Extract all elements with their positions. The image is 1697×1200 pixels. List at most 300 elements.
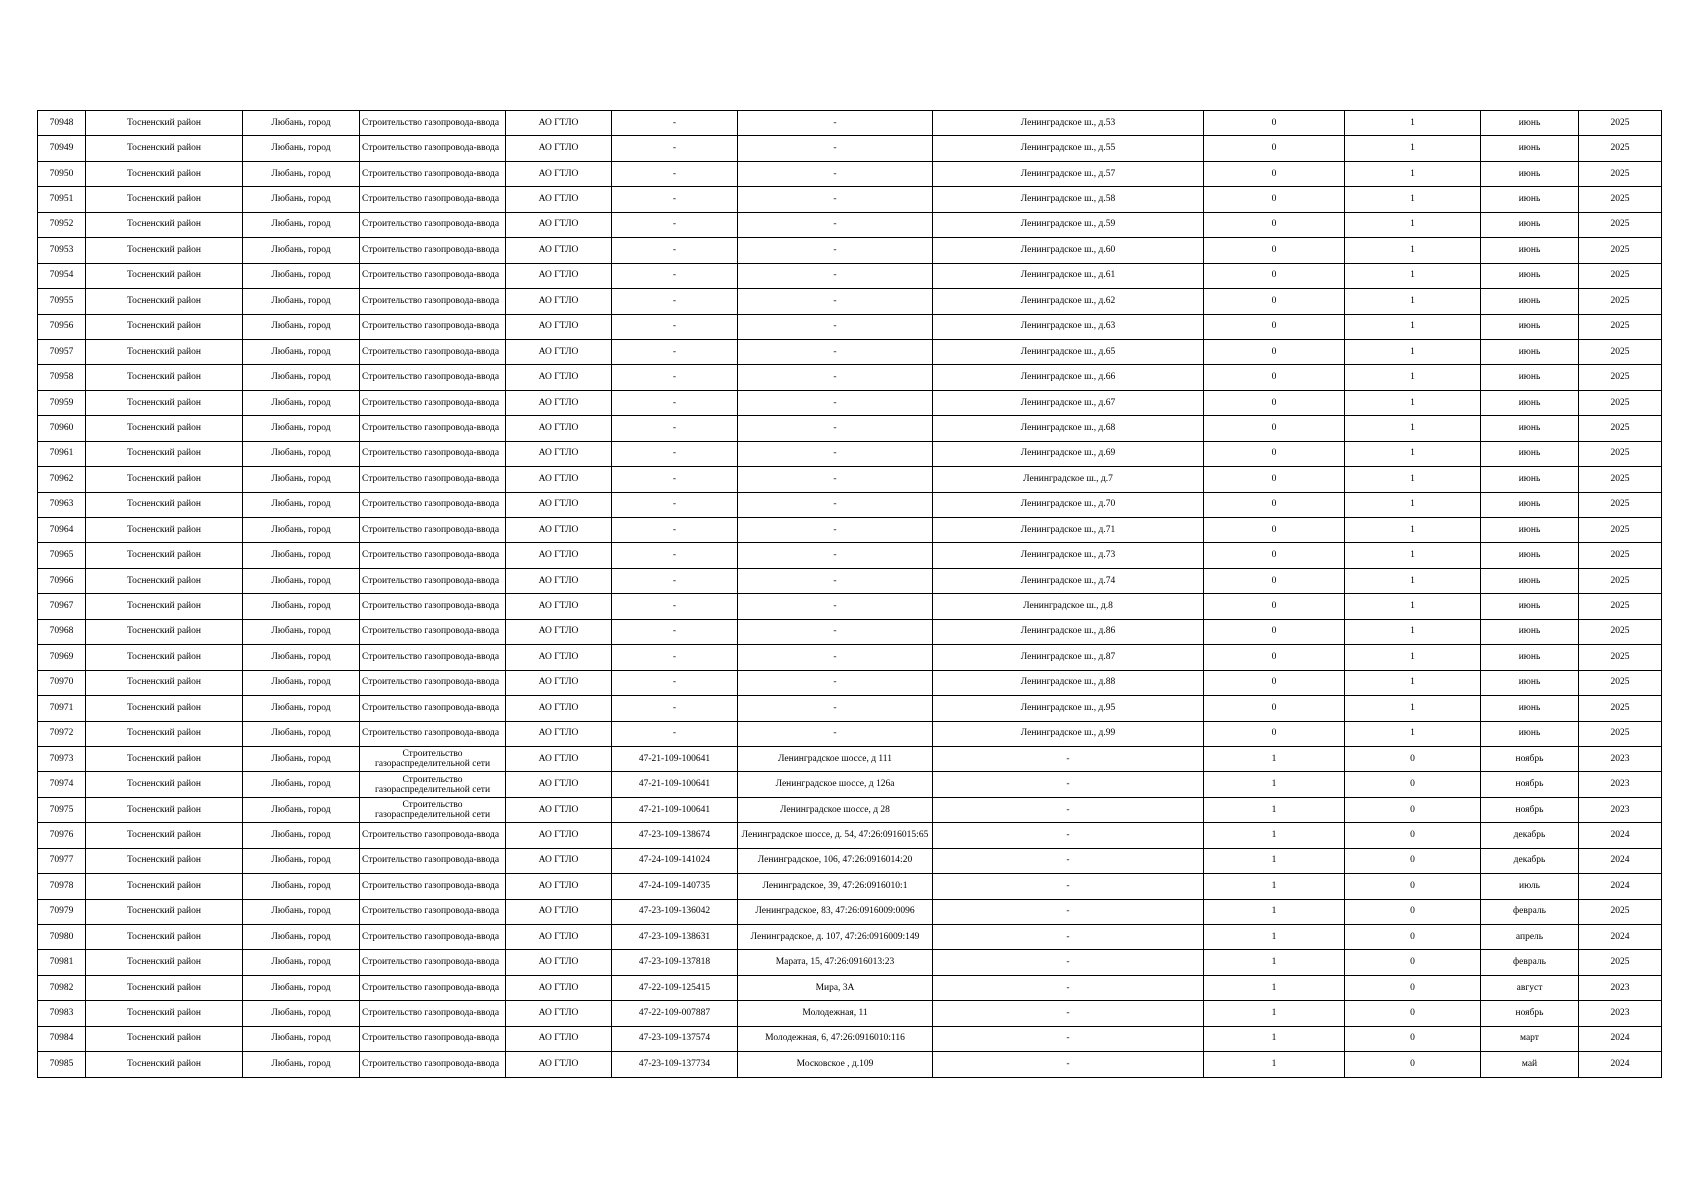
table-row (38, 568, 1662, 593)
registration-number-cell: - (612, 467, 738, 492)
year-cell: 2025 (1579, 670, 1662, 695)
object-address-cell: Марата, 15, 47:26:0916013:23 (738, 950, 933, 975)
object-address-cell: - (738, 492, 933, 517)
house-address-cell: Ленинградское ш., д.74 (933, 568, 1204, 593)
count-a-cell: 1 (1204, 772, 1345, 797)
district-cell: Тосненский район (86, 390, 243, 415)
object-address-cell: - (738, 696, 933, 721)
registration-number-cell: 47-23-109-138674 (612, 823, 738, 848)
month-cell: июнь (1481, 289, 1579, 314)
house-address-cell: - (933, 746, 1204, 771)
registration-number-cell: - (612, 670, 738, 695)
year-cell: 2024 (1579, 925, 1662, 950)
house-address-cell: - (933, 874, 1204, 899)
registration-number-cell: - (612, 492, 738, 517)
registration-number-cell: - (612, 645, 738, 670)
work-type-cell: Строительство газопровода-ввода (360, 136, 506, 161)
organization-cell: АО ГТЛО (506, 950, 612, 975)
count-a-cell: 0 (1204, 467, 1345, 492)
count-a-cell: 1 (1204, 899, 1345, 924)
work-type-cell: Строительство газопровода-ввода (360, 874, 506, 899)
settlement-cell: Любань, город (243, 721, 360, 746)
count-b-cell: 1 (1345, 390, 1481, 415)
count-b-cell: 1 (1345, 670, 1481, 695)
settlement-cell: Любань, город (243, 111, 360, 136)
settlement-cell: Любань, город (243, 161, 360, 186)
table-row (38, 594, 1662, 619)
year-cell: 2025 (1579, 645, 1662, 670)
count-a-cell: 0 (1204, 365, 1345, 390)
year-cell: 2025 (1579, 187, 1662, 212)
id-cell: 70966 (38, 568, 86, 593)
object-address-cell: - (738, 263, 933, 288)
id-cell: 70984 (38, 1026, 86, 1051)
district-cell: Тосненский район (86, 339, 243, 364)
month-cell: август (1481, 975, 1579, 1000)
id-cell: 70970 (38, 670, 86, 695)
settlement-cell: Любань, город (243, 823, 360, 848)
table-row (38, 1052, 1662, 1077)
table-row (38, 441, 1662, 466)
object-address-cell: - (738, 619, 933, 644)
district-cell: Тосненский район (86, 568, 243, 593)
work-type-cell: Строительство газопровода-ввода (360, 543, 506, 568)
work-type-cell: Строительство газопровода-ввода (360, 390, 506, 415)
month-cell: июнь (1481, 441, 1579, 466)
work-type-cell: Строительство газопровода-ввода (360, 950, 506, 975)
year-cell: 2023 (1579, 1001, 1662, 1026)
registration-number-cell: - (612, 568, 738, 593)
settlement-cell: Любань, город (243, 263, 360, 288)
count-b-cell: 1 (1345, 441, 1481, 466)
work-type-cell: Строительство газопровода-ввода (360, 212, 506, 237)
object-address-cell: Ленинградское шоссе, д 111 (738, 746, 933, 771)
house-address-cell: - (933, 1026, 1204, 1051)
work-type-cell: Строительство газопровода-ввода (360, 1052, 506, 1077)
month-cell: июнь (1481, 594, 1579, 619)
month-cell: июнь (1481, 212, 1579, 237)
month-cell: июнь (1481, 390, 1579, 415)
registration-number-cell: 47-23-109-136042 (612, 899, 738, 924)
year-cell: 2025 (1579, 518, 1662, 543)
registration-number-cell: 47-23-109-138631 (612, 925, 738, 950)
settlement-cell: Любань, город (243, 339, 360, 364)
organization-cell: АО ГТЛО (506, 365, 612, 390)
count-b-cell: 0 (1345, 975, 1481, 1000)
organization-cell: АО ГТЛО (506, 543, 612, 568)
work-type-cell: Строительство газопровода-ввода (360, 441, 506, 466)
registration-number-cell: - (612, 161, 738, 186)
table-row (38, 645, 1662, 670)
district-cell: Тосненский район (86, 289, 243, 314)
organization-cell: АО ГТЛО (506, 238, 612, 263)
settlement-cell: Любань, город (243, 670, 360, 695)
object-address-cell: - (738, 568, 933, 593)
organization-cell: АО ГТЛО (506, 568, 612, 593)
count-b-cell: 0 (1345, 1001, 1481, 1026)
object-address-cell: Ленинградское, 83, 47:26:0916009:0096 (738, 899, 933, 924)
organization-cell: АО ГТЛО (506, 874, 612, 899)
id-cell: 70949 (38, 136, 86, 161)
settlement-cell: Любань, город (243, 238, 360, 263)
district-cell: Тосненский район (86, 543, 243, 568)
registration-number-cell: - (612, 594, 738, 619)
organization-cell: АО ГТЛО (506, 467, 612, 492)
table-row (38, 670, 1662, 695)
count-a-cell: 0 (1204, 441, 1345, 466)
organization-cell: АО ГТЛО (506, 339, 612, 364)
organization-cell: АО ГТЛО (506, 212, 612, 237)
object-address-cell: - (738, 467, 933, 492)
house-address-cell: Ленинградское ш., д.95 (933, 696, 1204, 721)
count-b-cell: 1 (1345, 339, 1481, 364)
registration-number-cell: 47-24-109-141024 (612, 848, 738, 873)
settlement-cell: Любань, город (243, 212, 360, 237)
district-cell: Тосненский район (86, 111, 243, 136)
work-type-cell: Строительство газопровода-ввода (360, 467, 506, 492)
district-cell: Тосненский район (86, 645, 243, 670)
year-cell: 2025 (1579, 212, 1662, 237)
id-cell: 70973 (38, 746, 86, 771)
table-row (38, 797, 1662, 822)
table-row (38, 696, 1662, 721)
work-type-cell: Строительство газопровода-ввода (360, 721, 506, 746)
table-row (38, 492, 1662, 517)
house-address-cell: Ленинградское ш., д.7 (933, 467, 1204, 492)
organization-cell: АО ГТЛО (506, 594, 612, 619)
id-cell: 70951 (38, 187, 86, 212)
count-b-cell: 1 (1345, 111, 1481, 136)
id-cell: 70965 (38, 543, 86, 568)
organization-cell: АО ГТЛО (506, 136, 612, 161)
district-cell: Тосненский район (86, 899, 243, 924)
id-cell: 70978 (38, 874, 86, 899)
work-type-cell: Строительство газопровода-ввода (360, 238, 506, 263)
house-address-cell: - (933, 899, 1204, 924)
id-cell: 70960 (38, 416, 86, 441)
id-cell: 70961 (38, 441, 86, 466)
organization-cell: АО ГТЛО (506, 823, 612, 848)
table-row (38, 518, 1662, 543)
work-type-cell: Строительство газопровода-ввода (360, 161, 506, 186)
table-body (38, 111, 1662, 1078)
district-cell: Тосненский район (86, 314, 243, 339)
year-cell: 2024 (1579, 848, 1662, 873)
organization-cell: АО ГТЛО (506, 746, 612, 771)
work-type-cell: Строительство газопровода-ввода (360, 111, 506, 136)
month-cell: июнь (1481, 339, 1579, 364)
district-cell: Тосненский район (86, 670, 243, 695)
count-b-cell: 0 (1345, 823, 1481, 848)
house-address-cell: Ленинградское ш., д.66 (933, 365, 1204, 390)
work-type-cell: Строительство газораспределительной сети (360, 772, 506, 797)
year-cell: 2025 (1579, 365, 1662, 390)
month-cell: июнь (1481, 111, 1579, 136)
object-address-cell: Молодежная, 6, 47:26:0916010:116 (738, 1026, 933, 1051)
organization-cell: АО ГТЛО (506, 390, 612, 415)
object-address-cell: Ленинградское шоссе, д 126а (738, 772, 933, 797)
year-cell: 2025 (1579, 594, 1662, 619)
count-b-cell: 1 (1345, 289, 1481, 314)
settlement-cell: Любань, город (243, 848, 360, 873)
organization-cell: АО ГТЛО (506, 975, 612, 1000)
id-cell: 70967 (38, 594, 86, 619)
work-type-cell: Строительство газопровода-ввода (360, 696, 506, 721)
object-address-cell: Мира, 3А (738, 975, 933, 1000)
table-row (38, 339, 1662, 364)
gasification-table (37, 110, 1662, 1078)
month-cell: июнь (1481, 568, 1579, 593)
count-b-cell: 1 (1345, 492, 1481, 517)
district-cell: Тосненский район (86, 950, 243, 975)
count-a-cell: 0 (1204, 161, 1345, 186)
table-row (38, 975, 1662, 1000)
month-cell: декабрь (1481, 823, 1579, 848)
month-cell: февраль (1481, 899, 1579, 924)
year-cell: 2025 (1579, 619, 1662, 644)
month-cell: март (1481, 1026, 1579, 1051)
object-address-cell: - (738, 594, 933, 619)
registration-number-cell: - (612, 390, 738, 415)
settlement-cell: Любань, город (243, 645, 360, 670)
count-b-cell: 1 (1345, 594, 1481, 619)
house-address-cell: Ленинградское ш., д.73 (933, 543, 1204, 568)
settlement-cell: Любань, город (243, 187, 360, 212)
work-type-cell: Строительство газопровода-ввода (360, 289, 506, 314)
table-row (38, 848, 1662, 873)
year-cell: 2023 (1579, 746, 1662, 771)
table-row (38, 1001, 1662, 1026)
organization-cell: АО ГТЛО (506, 619, 612, 644)
object-address-cell: - (738, 390, 933, 415)
count-a-cell: 1 (1204, 950, 1345, 975)
table-row (38, 111, 1662, 136)
table-row (38, 746, 1662, 771)
organization-cell: АО ГТЛО (506, 314, 612, 339)
organization-cell: АО ГТЛО (506, 721, 612, 746)
month-cell: февраль (1481, 950, 1579, 975)
house-address-cell: Ленинградское ш., д.55 (933, 136, 1204, 161)
month-cell: июль (1481, 874, 1579, 899)
settlement-cell: Любань, город (243, 696, 360, 721)
id-cell: 70957 (38, 339, 86, 364)
settlement-cell: Любань, город (243, 568, 360, 593)
work-type-cell: Строительство газораспределительной сети (360, 797, 506, 822)
district-cell: Тосненский район (86, 721, 243, 746)
month-cell: декабрь (1481, 848, 1579, 873)
object-address-cell: - (738, 441, 933, 466)
registration-number-cell: - (612, 619, 738, 644)
district-cell: Тосненский район (86, 594, 243, 619)
work-type-cell: Строительство газопровода-ввода (360, 645, 506, 670)
month-cell: ноябрь (1481, 746, 1579, 771)
id-cell: 70955 (38, 289, 86, 314)
house-address-cell: - (933, 848, 1204, 873)
house-address-cell: Ленинградское ш., д.59 (933, 212, 1204, 237)
house-address-cell: Ленинградское ш., д.88 (933, 670, 1204, 695)
house-address-cell: - (933, 950, 1204, 975)
id-cell: 70983 (38, 1001, 86, 1026)
month-cell: июнь (1481, 263, 1579, 288)
year-cell: 2025 (1579, 161, 1662, 186)
month-cell: июнь (1481, 721, 1579, 746)
house-address-cell: Ленинградское ш., д.62 (933, 289, 1204, 314)
count-b-cell: 1 (1345, 416, 1481, 441)
district-cell: Тосненский район (86, 263, 243, 288)
table-row (38, 212, 1662, 237)
count-b-cell: 1 (1345, 263, 1481, 288)
year-cell: 2025 (1579, 263, 1662, 288)
work-type-cell: Строительство газопровода-ввода (360, 1026, 506, 1051)
district-cell: Тосненский район (86, 492, 243, 517)
count-a-cell: 0 (1204, 619, 1345, 644)
settlement-cell: Любань, город (243, 1001, 360, 1026)
table-row (38, 823, 1662, 848)
id-cell: 70974 (38, 772, 86, 797)
work-type-cell: Строительство газопровода-ввода (360, 187, 506, 212)
house-address-cell: Ленинградское ш., д.60 (933, 238, 1204, 263)
id-cell: 70971 (38, 696, 86, 721)
object-address-cell: - (738, 365, 933, 390)
count-a-cell: 0 (1204, 212, 1345, 237)
registration-number-cell: - (612, 365, 738, 390)
count-b-cell: 1 (1345, 467, 1481, 492)
house-address-cell: - (933, 925, 1204, 950)
work-type-cell: Строительство газопровода-ввода (360, 492, 506, 517)
year-cell: 2025 (1579, 899, 1662, 924)
count-a-cell: 0 (1204, 238, 1345, 263)
work-type-cell: Строительство газопровода-ввода (360, 925, 506, 950)
organization-cell: АО ГТЛО (506, 1052, 612, 1077)
id-cell: 70954 (38, 263, 86, 288)
house-address-cell: Ленинградское ш., д.58 (933, 187, 1204, 212)
count-a-cell: 0 (1204, 543, 1345, 568)
id-cell: 70964 (38, 518, 86, 543)
count-b-cell: 1 (1345, 314, 1481, 339)
registration-number-cell: - (612, 441, 738, 466)
id-cell: 70981 (38, 950, 86, 975)
work-type-cell: Строительство газопровода-ввода (360, 568, 506, 593)
house-address-cell: Ленинградское ш., д.70 (933, 492, 1204, 517)
settlement-cell: Любань, город (243, 797, 360, 822)
object-address-cell: Ленинградское, д. 107, 47:26:0916009:149 (738, 925, 933, 950)
house-address-cell: - (933, 823, 1204, 848)
id-cell: 70963 (38, 492, 86, 517)
document-page (37, 110, 1662, 1078)
year-cell: 2023 (1579, 797, 1662, 822)
month-cell: июнь (1481, 416, 1579, 441)
district-cell: Тосненский район (86, 187, 243, 212)
settlement-cell: Любань, город (243, 899, 360, 924)
settlement-cell: Любань, город (243, 416, 360, 441)
district-cell: Тосненский район (86, 161, 243, 186)
count-b-cell: 1 (1345, 645, 1481, 670)
year-cell: 2023 (1579, 975, 1662, 1000)
year-cell: 2024 (1579, 1026, 1662, 1051)
settlement-cell: Любань, город (243, 314, 360, 339)
year-cell: 2025 (1579, 416, 1662, 441)
district-cell: Тосненский район (86, 441, 243, 466)
year-cell: 2025 (1579, 441, 1662, 466)
id-cell: 70972 (38, 721, 86, 746)
table-row (38, 314, 1662, 339)
work-type-cell: Строительство газопровода-ввода (360, 619, 506, 644)
house-address-cell: Ленинградское ш., д.67 (933, 390, 1204, 415)
count-b-cell: 1 (1345, 696, 1481, 721)
district-cell: Тосненский район (86, 467, 243, 492)
district-cell: Тосненский район (86, 416, 243, 441)
object-address-cell: - (738, 136, 933, 161)
count-b-cell: 1 (1345, 365, 1481, 390)
house-address-cell: Ленинградское ш., д.86 (933, 619, 1204, 644)
count-a-cell: 0 (1204, 263, 1345, 288)
registration-number-cell: - (612, 136, 738, 161)
registration-number-cell: - (612, 518, 738, 543)
count-b-cell: 0 (1345, 848, 1481, 873)
id-cell: 70982 (38, 975, 86, 1000)
table-row (38, 543, 1662, 568)
month-cell: июнь (1481, 645, 1579, 670)
month-cell: июнь (1481, 492, 1579, 517)
settlement-cell: Любань, город (243, 874, 360, 899)
table-row (38, 263, 1662, 288)
district-cell: Тосненский район (86, 1001, 243, 1026)
object-address-cell: Молодежная, 11 (738, 1001, 933, 1026)
registration-number-cell: - (612, 238, 738, 263)
count-b-cell: 1 (1345, 518, 1481, 543)
house-address-cell: - (933, 975, 1204, 1000)
year-cell: 2023 (1579, 772, 1662, 797)
organization-cell: АО ГТЛО (506, 772, 612, 797)
settlement-cell: Любань, город (243, 518, 360, 543)
registration-number-cell: 47-21-109-100641 (612, 797, 738, 822)
house-address-cell: Ленинградское ш., д.99 (933, 721, 1204, 746)
registration-number-cell: - (612, 212, 738, 237)
count-a-cell: 0 (1204, 568, 1345, 593)
work-type-cell: Строительство газопровода-ввода (360, 416, 506, 441)
organization-cell: АО ГТЛО (506, 111, 612, 136)
count-a-cell: 1 (1204, 1026, 1345, 1051)
month-cell: июнь (1481, 467, 1579, 492)
organization-cell: АО ГТЛО (506, 797, 612, 822)
count-b-cell: 0 (1345, 772, 1481, 797)
count-a-cell: 0 (1204, 390, 1345, 415)
district-cell: Тосненский район (86, 848, 243, 873)
count-a-cell: 0 (1204, 645, 1345, 670)
district-cell: Тосненский район (86, 212, 243, 237)
settlement-cell: Любань, город (243, 925, 360, 950)
organization-cell: АО ГТЛО (506, 441, 612, 466)
count-a-cell: 1 (1204, 1001, 1345, 1026)
object-address-cell: - (738, 187, 933, 212)
house-address-cell: Ленинградское ш., д.61 (933, 263, 1204, 288)
count-a-cell: 0 (1204, 670, 1345, 695)
work-type-cell: Строительство газопровода-ввода (360, 823, 506, 848)
month-cell: июнь (1481, 365, 1579, 390)
work-type-cell: Строительство газораспределительной сети (360, 746, 506, 771)
count-a-cell: 0 (1204, 111, 1345, 136)
organization-cell: АО ГТЛО (506, 187, 612, 212)
district-cell: Тосненский район (86, 1026, 243, 1051)
count-b-cell: 0 (1345, 899, 1481, 924)
house-address-cell: Ленинградское ш., д.53 (933, 111, 1204, 136)
month-cell: июнь (1481, 619, 1579, 644)
count-b-cell: 1 (1345, 543, 1481, 568)
registration-number-cell: 47-22-109-125415 (612, 975, 738, 1000)
work-type-cell: Строительство газопровода-ввода (360, 670, 506, 695)
count-a-cell: 1 (1204, 823, 1345, 848)
district-cell: Тосненский район (86, 772, 243, 797)
